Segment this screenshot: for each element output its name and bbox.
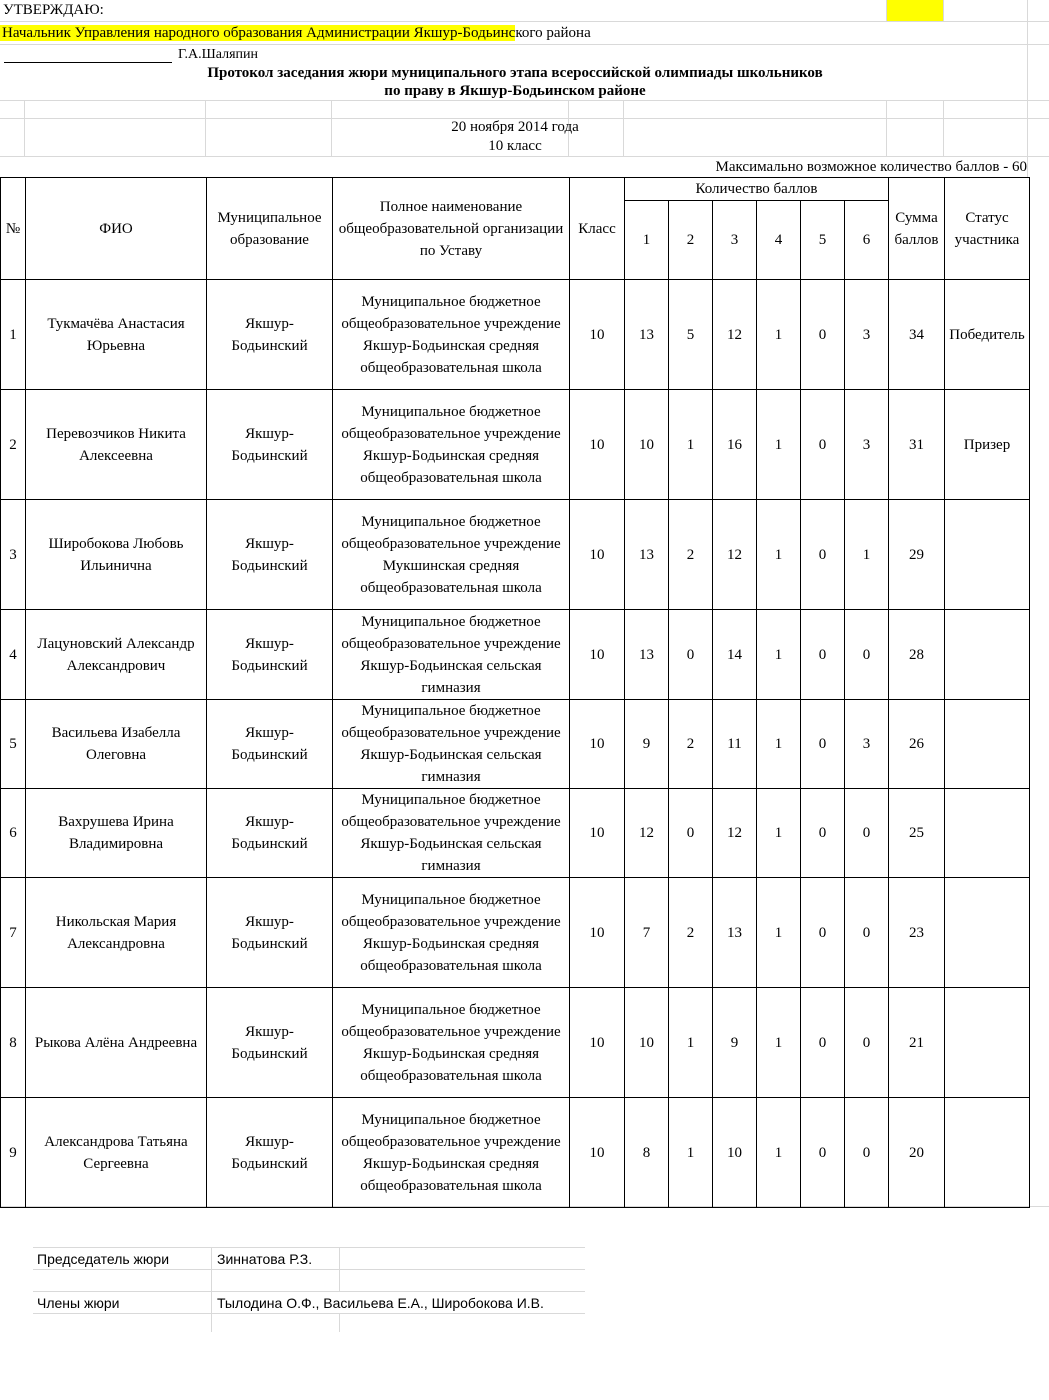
cell-status (945, 500, 1030, 610)
cell-organization: Муниципальное бюджетное общеобразовательное учреждение Якшур-Бодьинская средняя общеобразовательная школа (333, 1098, 570, 1208)
cell-municipality: Якшур-Бодьинский (207, 500, 333, 610)
table-row (1, 610, 1030, 700)
cell-status (945, 878, 1030, 988)
cell-task-5: 0 (801, 500, 845, 610)
cell-sum: 23 (889, 878, 945, 988)
cell-task-2: 2 (669, 500, 713, 610)
table-row (1, 500, 1030, 610)
cell-organization: Муниципальное бюджетное общеобразовательное учреждение Якшур-Бодьинская средняя общеобразовательная школа (333, 988, 570, 1098)
max-score-note: Максимально возможное количество баллов - 60 (715, 159, 1027, 175)
cell-sum: 29 (889, 500, 945, 610)
cell-municipality: Якшур-Бодьинский (207, 789, 333, 878)
cell-class: 10 (570, 610, 625, 700)
table-row (1, 390, 1030, 500)
cell-task-4: 1 (757, 390, 801, 500)
cell-status (945, 700, 1030, 789)
cell-task-2: 0 (669, 610, 713, 700)
cell-fio: Вахрушева Ирина Владимировна (26, 789, 207, 878)
cell-task-1: 12 (625, 789, 669, 878)
header-task-5: 5 (801, 201, 845, 280)
cell-organization: Муниципальное бюджетное общеобразовательное учреждение Мукшинская средняя общеобразовательная школа (333, 500, 570, 610)
cell-status (945, 988, 1030, 1098)
jury-members-names: Тылодина О.Ф., Васильева Е.А., Широбокова И.В. (217, 1295, 544, 1311)
cell-organization: Муниципальное бюджетное общеобразовательное учреждение Якшур-Бодьинская средняя общеобразовательная школа (333, 280, 570, 390)
cell-task-5: 0 (801, 878, 845, 988)
cell-organization: Муниципальное бюджетное общеобразовательное учреждение Якшур-Бодьинская сельская гимназия (333, 610, 570, 700)
cell-status (945, 789, 1030, 878)
cell-class: 10 (570, 500, 625, 610)
cell-task-5: 0 (801, 1098, 845, 1208)
cell-class: 10 (570, 789, 625, 878)
jury-chair-row (33, 1247, 585, 1270)
cell-sum: 26 (889, 700, 945, 789)
header-points-group: Количество баллов (625, 178, 889, 201)
footer-separator (211, 1314, 212, 1332)
cell-num: 6 (1, 789, 26, 878)
chief-line (0, 23, 591, 44)
cell-task-4: 1 (757, 988, 801, 1098)
cell-fio: Тукмачёва Анастасия Юрьевна (26, 280, 207, 390)
cell-municipality: Якшур-Бодьинский (207, 610, 333, 700)
cell-num: 3 (1, 500, 26, 610)
footer-separator (339, 1270, 340, 1292)
cell-task-2: 0 (669, 789, 713, 878)
cell-sum: 28 (889, 610, 945, 700)
cell-class: 10 (570, 988, 625, 1098)
cell-task-5: 0 (801, 789, 845, 878)
cell-task-2: 1 (669, 988, 713, 1098)
grade-label: 10 класс (488, 138, 542, 154)
cell-sum: 21 (889, 988, 945, 1098)
cell-task-6: 3 (845, 390, 889, 500)
gridline (943, 0, 944, 21)
header-task-6: 6 (845, 201, 889, 280)
cell-fio: Никольская Мария Александровна (26, 878, 207, 988)
footer-separator (211, 1292, 212, 1314)
cell-municipality: Якшур-Бодьинский (207, 878, 333, 988)
cell-task-2: 2 (669, 878, 713, 988)
footer-separator (339, 1248, 340, 1270)
jury-members-label: Члены жюри (37, 1295, 120, 1311)
cell-task-3: 16 (713, 390, 757, 500)
cell-task-5: 0 (801, 610, 845, 700)
cell-municipality: Якшур-Бодьинский (207, 700, 333, 789)
cell-task-2: 5 (669, 280, 713, 390)
cell-task-4: 1 (757, 789, 801, 878)
cell-task-2: 1 (669, 1098, 713, 1208)
highlighted-empty-cell (887, 0, 943, 21)
cell-fio: Перевозчиков Никита Алексеевна (26, 390, 207, 500)
table-row (1, 789, 1030, 878)
footer-separator (339, 1314, 340, 1332)
signature-line (4, 62, 172, 63)
cell-organization: Муниципальное бюджетное общеобразовательное учреждение Якшур-Бодьинская сельская гимназия (333, 700, 570, 789)
cell-task-3: 11 (713, 700, 757, 789)
cell-task-4: 1 (757, 280, 801, 390)
chief-rest-text: кого района (515, 25, 591, 41)
cell-task-6: 0 (845, 878, 889, 988)
cell-task-6: 0 (845, 988, 889, 1098)
cell-task-1: 13 (625, 610, 669, 700)
cell-task-1: 13 (625, 500, 669, 610)
footer-blank-row (33, 1313, 585, 1332)
header-class: Класс (570, 178, 625, 280)
cell-num: 1 (1, 280, 26, 390)
cell-task-1: 10 (625, 390, 669, 500)
cell-municipality: Якшур-Бодьинский (207, 280, 333, 390)
protocol-date: 20 ноября 2014 года (451, 119, 579, 135)
approve-label: УТВЕРЖДАЮ: (3, 2, 104, 18)
cell-task-6: 3 (845, 700, 889, 789)
gridline (0, 21, 1049, 22)
header-municipality: Муниципальное образование (207, 178, 333, 280)
cell-task-1: 10 (625, 988, 669, 1098)
protocol-title-line1: Протокол заседания жюри муниципального этапа всероссийской олимпиады школьников (207, 65, 823, 81)
header-organization: Полное наименование общеобразовательной организации по Уставу (333, 178, 570, 280)
cell-task-6: 0 (845, 1098, 889, 1208)
cell-task-5: 0 (801, 390, 845, 500)
footer-blank-row (33, 1269, 585, 1292)
cell-num: 4 (1, 610, 26, 700)
footer-separator (211, 1248, 212, 1270)
cell-municipality: Якшур-Бодьинский (207, 390, 333, 500)
jury-chair-name: Зиннатова Р.З. (217, 1251, 313, 1267)
table-row (1, 878, 1030, 988)
header-task-3: 3 (713, 201, 757, 280)
jury-members-row (33, 1291, 585, 1314)
cell-class: 10 (570, 280, 625, 390)
cell-fio: Александрова Татьяна Сергеевна (26, 1098, 207, 1208)
cell-sum: 34 (889, 280, 945, 390)
cell-municipality: Якшур-Бодьинский (207, 988, 333, 1098)
cell-class: 10 (570, 1098, 625, 1208)
cell-task-1: 8 (625, 1098, 669, 1208)
table-row (1, 280, 1030, 390)
cell-num: 5 (1, 700, 26, 789)
cell-task-3: 13 (713, 878, 757, 988)
footer-separator (211, 1270, 212, 1292)
chief-highlighted-text: Начальник Управления народного образования Администрации Якшур-Бодьинс (2, 25, 516, 41)
header-fio: ФИО (26, 178, 207, 280)
cell-fio: Широбокова Любовь Ильинична (26, 500, 207, 610)
cell-status (945, 1098, 1030, 1208)
cell-task-2: 2 (669, 700, 713, 789)
cell-status: Призер (945, 390, 1030, 500)
cell-class: 10 (570, 390, 625, 500)
cell-class: 10 (570, 878, 625, 988)
gridline (0, 44, 1049, 45)
cell-task-1: 9 (625, 700, 669, 789)
header-num: № (1, 178, 26, 280)
header-row (1, 178, 1030, 201)
header-sum: Сумма баллов (889, 178, 945, 280)
cell-task-1: 7 (625, 878, 669, 988)
table-row (1, 988, 1030, 1098)
cell-sum: 25 (889, 789, 945, 878)
cell-fio: Лацуновский Александр Александрович (26, 610, 207, 700)
cell-task-4: 1 (757, 610, 801, 700)
cell-task-3: 12 (713, 500, 757, 610)
cell-task-4: 1 (757, 500, 801, 610)
cell-task-6: 0 (845, 789, 889, 878)
cell-fio: Рыкова Алёна Андреевна (26, 988, 207, 1098)
cell-task-3: 9 (713, 988, 757, 1098)
cell-fio: Васильева Изабелла Олеговна (26, 700, 207, 789)
cell-task-2: 1 (669, 390, 713, 500)
cell-sum: 31 (889, 390, 945, 500)
cell-task-5: 0 (801, 700, 845, 789)
results-table (0, 177, 1030, 1208)
cell-task-3: 12 (713, 280, 757, 390)
cell-task-1: 13 (625, 280, 669, 390)
cell-task-6: 1 (845, 500, 889, 610)
protocol-title-line2: по праву в Якшур-Бодьинском районе (384, 83, 646, 99)
table-row (1, 1098, 1030, 1208)
cell-num: 7 (1, 878, 26, 988)
header-status: Статус участника (945, 178, 1030, 280)
cell-task-5: 0 (801, 988, 845, 1098)
cell-municipality: Якшур-Бодьинский (207, 1098, 333, 1208)
cell-task-3: 14 (713, 610, 757, 700)
cell-num: 8 (1, 988, 26, 1098)
cell-status (945, 610, 1030, 700)
cell-task-3: 12 (713, 789, 757, 878)
gridline (0, 100, 1049, 101)
cell-status: Победитель (945, 280, 1030, 390)
jury-chair-label: Председатель жюри (37, 1251, 170, 1267)
cell-class: 10 (570, 700, 625, 789)
header-task-1: 1 (625, 201, 669, 280)
signatory-name: Г.А.Шаляпин (178, 47, 258, 62)
cell-task-4: 1 (757, 1098, 801, 1208)
cell-num: 2 (1, 390, 26, 500)
cell-task-6: 3 (845, 280, 889, 390)
cell-organization: Муниципальное бюджетное общеобразовательное учреждение Якшур-Бодьинская средняя общеобразовательная школа (333, 390, 570, 500)
cell-organization: Муниципальное бюджетное общеобразовательное учреждение Якшур-Бодьинская сельская гимназия (333, 789, 570, 878)
cell-task-4: 1 (757, 878, 801, 988)
cell-task-5: 0 (801, 280, 845, 390)
table-row (1, 700, 1030, 789)
cell-sum: 20 (889, 1098, 945, 1208)
header-task-2: 2 (669, 201, 713, 280)
cell-organization: Муниципальное бюджетное общеобразовательное учреждение Якшур-Бодьинская средняя общеобразовательная школа (333, 878, 570, 988)
cell-task-3: 10 (713, 1098, 757, 1208)
cell-num: 9 (1, 1098, 26, 1208)
header-task-4: 4 (757, 201, 801, 280)
gridline (0, 156, 1049, 157)
cell-task-6: 0 (845, 610, 889, 700)
cell-task-4: 1 (757, 700, 801, 789)
